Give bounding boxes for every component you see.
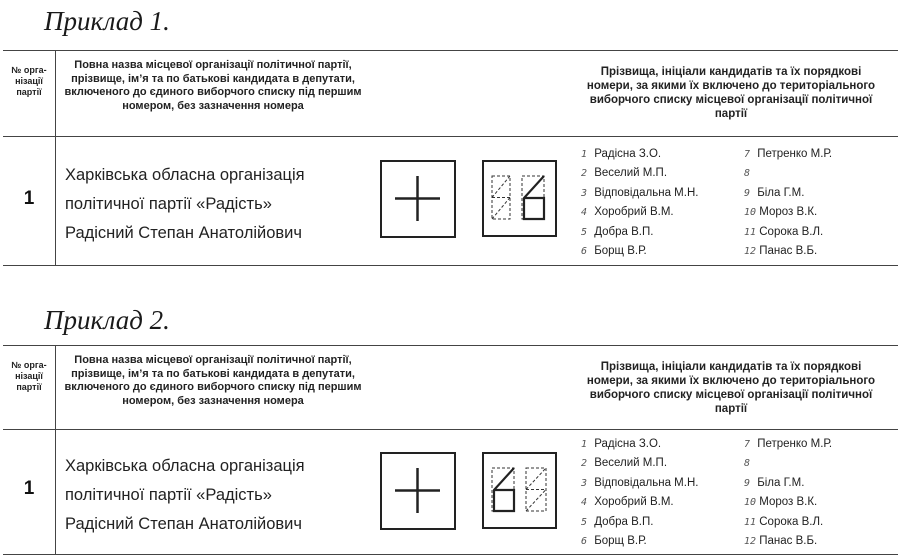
- party-name-line1: Харківська обласна організація: [65, 457, 305, 475]
- ballot-example-2: [3, 345, 898, 555]
- candidate-number-box[interactable]: [482, 160, 557, 237]
- candidate-item: 2 Веселий М.П.: [581, 167, 668, 180]
- ballot-header-row: [3, 51, 898, 137]
- vote-mark-box[interactable]: [380, 452, 456, 530]
- party-name-line1: Харківська обласна організація: [65, 166, 305, 184]
- header-candidates: Прізвища, ініціали кандидатів та їх порядкові номери, за якими їх включено до територіального виборчого списку місцевої організації політичної партії: [586, 361, 876, 415]
- candidate-item: 11 Сорока В.Л.: [744, 225, 824, 238]
- candidate-item: 9 Біла Г.М.: [744, 186, 805, 199]
- candidate-item: 9 Біла Г.М.: [744, 476, 805, 489]
- party-number: 1: [23, 188, 35, 209]
- candidate-item: 4 Хоробрий В.М.: [581, 206, 674, 219]
- ballot-example-1: [3, 50, 898, 266]
- header-candidates: Прізвища, ініціали кандидатів та їх порядкові номери, за якими їх включено до територіального виборчого списку місцевої організації політичної партії: [586, 66, 876, 120]
- header-party-number: № орга-нізації партії: [11, 360, 47, 392]
- column-divider: [55, 51, 56, 265]
- candidate-item: 10 Мороз В.К.: [744, 206, 818, 219]
- party-info: [65, 161, 375, 248]
- candidates-column-right: [744, 435, 832, 551]
- candidate-item: 5 Добра В.П.: [581, 225, 654, 238]
- candidate-item: 7 Петренко М.Р.: [744, 148, 833, 160]
- candidate-item: 12 Панас В.Б.: [744, 245, 818, 258]
- example-title-1: Приклад 1.: [44, 6, 170, 36]
- ballot-header-row: [3, 346, 898, 430]
- candidate-item: 8: [744, 168, 751, 180]
- candidate-number-box[interactable]: [482, 452, 557, 529]
- vote-mark-box[interactable]: [380, 160, 456, 238]
- candidate-item: 12 Панас В.Б.: [744, 535, 818, 548]
- candidate-item: 4 Хоробрий В.М.: [581, 496, 674, 509]
- header-party-name: Повна назва місцевої організації політичної партії, прізвище, ім’я та по батькові кандидата в депутати, включеного до єдиного виборчого списку під першим номером, без зазначення номера: [64, 59, 362, 112]
- candidates-column-left: [581, 145, 698, 261]
- party-leader: Радісний Степан Анатолійович: [65, 224, 302, 242]
- candidate-item: 1 Радісна З.О.: [581, 438, 662, 450]
- candidate-item: 6 Борщ В.Р.: [581, 535, 647, 548]
- candidate-item: 2 Веселий М.П.: [581, 457, 668, 470]
- candidate-item: 8: [744, 458, 751, 470]
- plus-mark-icon: [382, 454, 453, 527]
- header-party-number: № орга-нізації партії: [11, 65, 47, 97]
- candidate-item: 11 Сорока В.Л.: [744, 515, 824, 528]
- party-info: [65, 452, 375, 539]
- candidates-column-right: [744, 145, 832, 261]
- header-party-name: Повна назва місцевої організації політичної партії, прізвище, ім’я та по батькові кандидата в депутати, включеного до єдиного виборчого списку під першим номером, без зазначення номера: [64, 354, 362, 407]
- candidate-item: 6 Борщ В.Р.: [581, 245, 647, 258]
- candidate-item: 10 Мороз В.К.: [744, 496, 818, 509]
- candidate-item: 3 Відповідальна М.Н.: [581, 186, 699, 199]
- example-title-2: Приклад 2.: [44, 305, 170, 335]
- party-name-line2: політичної партії «Радість»: [65, 195, 272, 213]
- candidates-column-left: [581, 435, 698, 551]
- candidate-item: 3 Відповідальна М.Н.: [581, 476, 699, 489]
- candidate-item: 1 Радісна З.О.: [581, 148, 662, 160]
- plus-mark-icon: [382, 162, 453, 235]
- party-name-line2: політичної партії «Радість»: [65, 486, 272, 504]
- party-leader: Радісний Степан Анатолійович: [65, 515, 302, 533]
- handwritten-digit-icon: [484, 454, 555, 527]
- candidate-item: 5 Добра В.П.: [581, 515, 654, 528]
- handwritten-digit-icon: [484, 162, 555, 235]
- party-number: 1: [23, 478, 35, 499]
- candidate-item: 7 Петренко М.Р.: [744, 438, 833, 450]
- column-divider: [55, 346, 56, 554]
